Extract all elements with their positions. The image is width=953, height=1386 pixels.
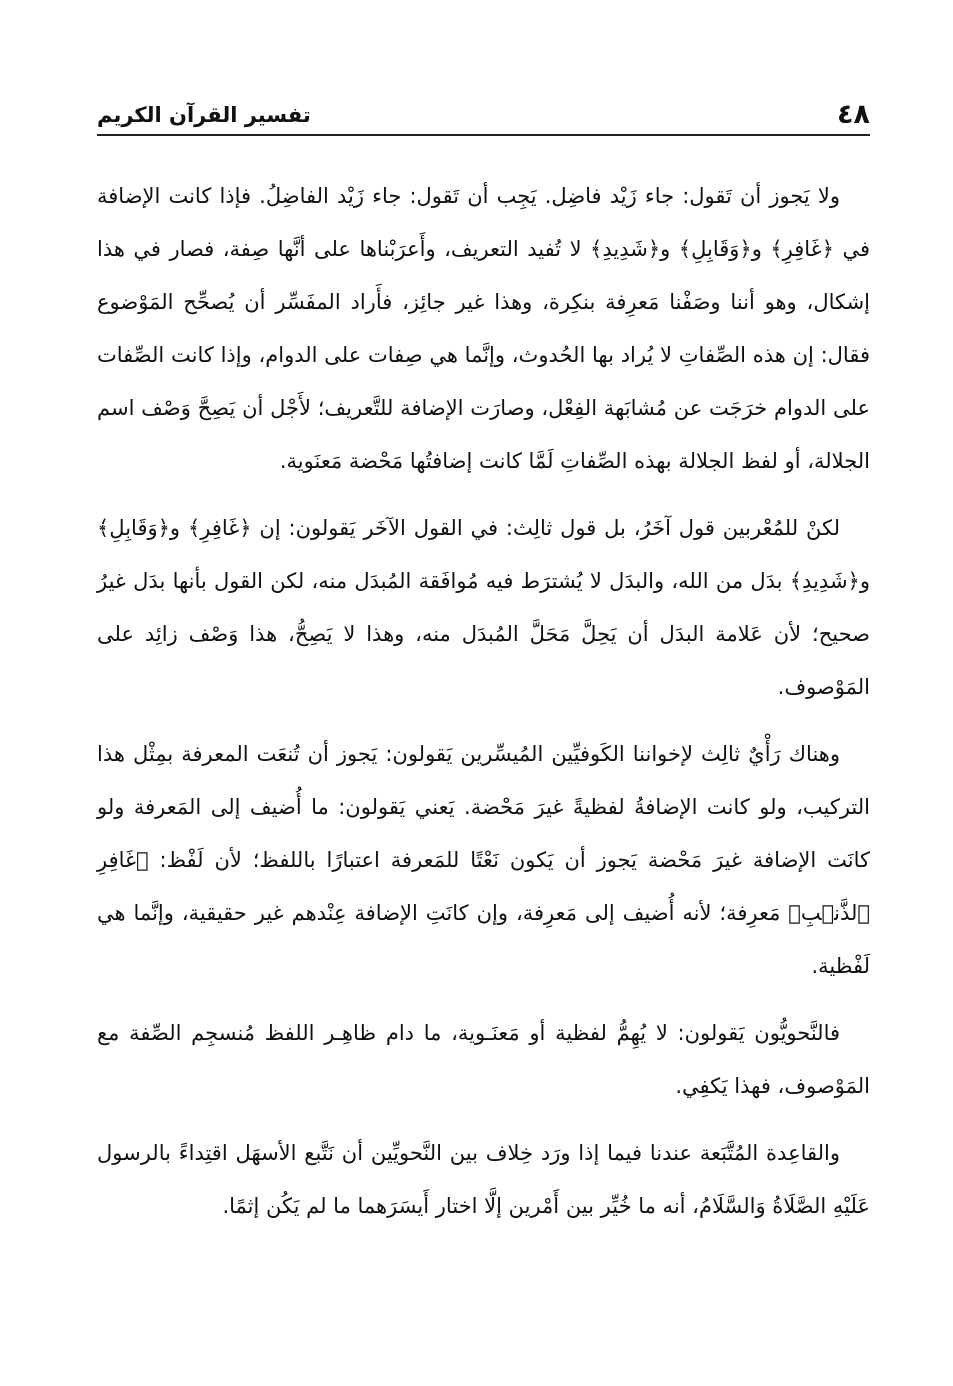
page-number: ٤٨ — [837, 99, 870, 130]
running-title: تفسير القرآن الكريم — [97, 103, 311, 127]
paragraph: لكنْ للمُعْربين قول آخَرُ، بل قول ثالِث: في القول الآخَر يَقولون: إن ﴿غَافِرِ﴾ و﴿وَقَابِلِ﴾ و﴿شَدِيدِ﴾ بدَل من الله، والبدَل لا يُشترَط فيه مُوافَقة المُبدَل منه، لكن القول بأنها بدَل غيرُ صحيح؛ لأن عَلامة البدَل أن يَحِلَّ مَحَلَّ المُبدَل منه، وهذا لا يَصِحُّ، هذا وَصْف زائِد على المَوْصوف. — [97, 516, 870, 699]
page-header — [97, 96, 870, 136]
paragraph: والقاعِدة المُتَّبَعة عندنا فيما إذا ورَد خِلاف بين النَّحويِّين أن نَتَّبع الأسهَل اقتِداءً بالرسول عَلَيْهِ الصَّلَاةُ وَالسَّلَامُ، أنه ما خُيِّر بين أَمْرين إلَّا اختار أَيسَرَهما ما لم يَكُن إثمًا. — [97, 1141, 870, 1218]
paragraph: وهناك رَأْيٌ ثالِث لإخواننا الكَوفيِّين المُيسِّرين يَقولون: يَجوز أن تُنعَت المعرفة بمِثْل هذا التركيب، ولو كانت الإضافةُ لفظيةً غيرَ مَحْضة. يَعني يَقولون: ما أُضيف إلى المَعرفة ولو كانَت الإضافة غيرَ مَحْضة يَجوز أن يَكون نَعْتًا للمَعرفة اعتبارًا باللفظ؛ لأن لَفْظ: ﴿غَافِرِ ٱلذَّنۢبِ﴾ مَعرِفة؛ لأنه أُضيف إلى مَعرِفة، وإن كانَتِ الإضافة عِنْدهم غير حقيقية، وإنَّما هي لَفْظية. — [97, 742, 870, 978]
header-divider — [97, 134, 870, 136]
paragraph: ولا يَجوز أن تَقول: جاء زَيْد فاضِل. يَجِب أن تَقول: جاء زَيْد الفاضِلُ. فإذا كانت الإضافة في ﴿غَافِرِ﴾ و﴿وَقَابِلِ﴾ و﴿شَدِيدِ﴾ لا تُفيد التعريف، وأَعرَبْناها على أنَّها صِفة، فصار في هذا إشكال، وهو أننا وصَفْنا مَعرِفة بنكِرة، وهذا غير جائِز، فأَراد المفَسِّر أن يُصحِّح المَوْضوع فقال: إن هذه الصِّفاتِ لا يُراد بها الحُدوث، وإنَّما هي صِفات على الدوام، وإذا كانت الصِّفات على الدوام خرَجَت عن مُشابَهة الفِعْل، وصارَت الإضافة للتَّعريف؛ لأَجْل أن يَصِحَّ وَصْف اسم الجلالة، أو لفظ الجلالة بهذه الصِّفاتِ لَمَّا كانت إضافتُها مَحْضة مَعنَوية. — [97, 184, 870, 473]
paragraph: فالنَّحويُّون يَقولون: لا يُهِمُّ لفظية أو مَعنَـوية، ما دام ظاهِـر اللفظ مُنسجِم الصِّفة مع المَوْصوف، فهذا يَكفِي. — [97, 1021, 870, 1098]
page-body — [97, 170, 870, 1233]
